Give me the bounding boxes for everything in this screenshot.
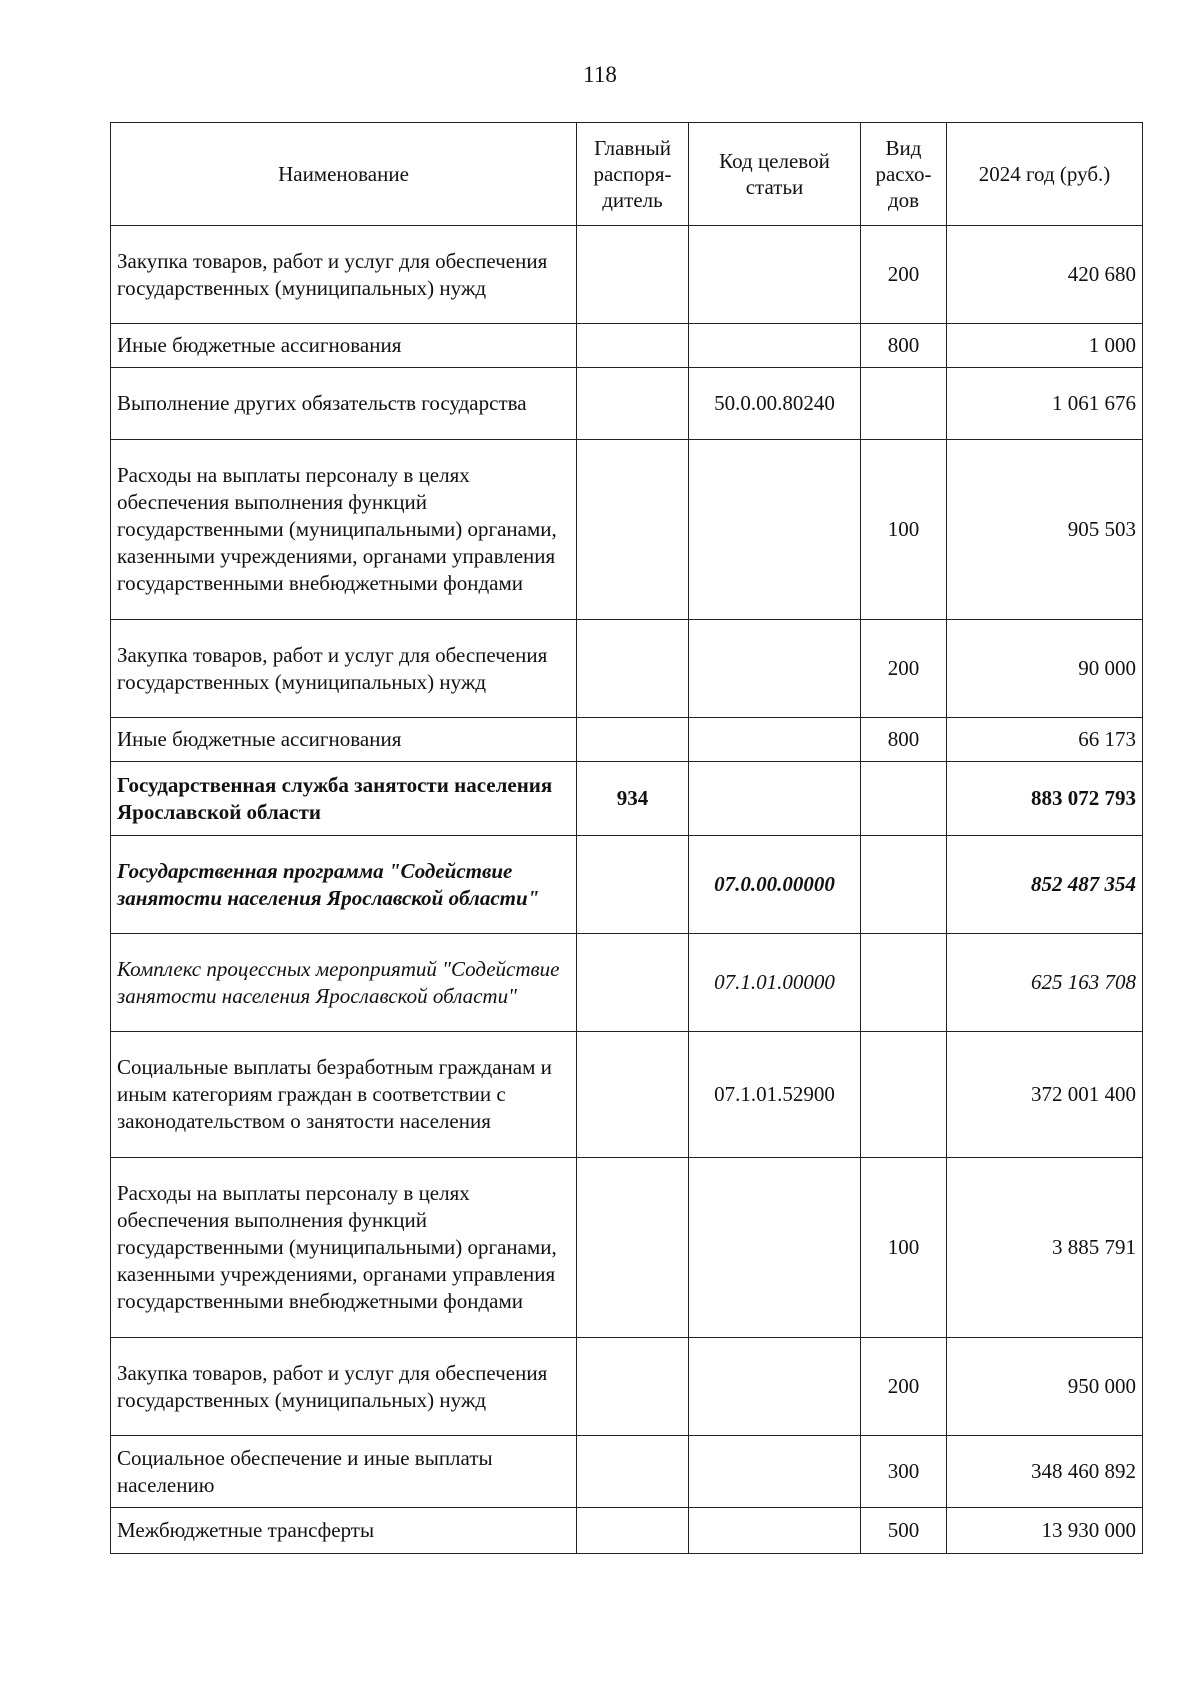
cell-sum: 1 000 [947, 324, 1143, 368]
cell-sum: 625 163 708 [947, 934, 1143, 1032]
table-row [111, 1436, 1143, 1508]
cell-code [689, 1508, 861, 1554]
table-row [111, 1158, 1143, 1338]
table-row [111, 762, 1143, 836]
table-row [111, 1338, 1143, 1436]
header-vid: Вид расхо-дов [861, 123, 947, 226]
cell-name: Закупка товаров, работ и услуг для обеспечения государственных (муниципальных) нужд [111, 1338, 577, 1436]
cell-code [689, 718, 861, 762]
cell-sum: 905 503 [947, 440, 1143, 620]
cell-name: Социальные выплаты безработным гражданам и иным категориям граждан в соответствии с законодательством о занятости населения [111, 1032, 577, 1158]
cell-code [689, 1436, 861, 1508]
cell-code [689, 226, 861, 324]
table-row [111, 368, 1143, 440]
cell-name: Расходы на выплаты персоналу в целях обеспечения выполнения функций государственными (муниципальными) органами, казенными учреждениями, органами управления государственными внебюджетными фондами [111, 440, 577, 620]
cell-name: Закупка товаров, работ и услуг для обеспечения государственных (муниципальных) нужд [111, 226, 577, 324]
cell-name: Выполнение других обязательств государства [111, 368, 577, 440]
cell-grbs [577, 934, 689, 1032]
budget-table [110, 122, 1143, 1554]
header-name: Наименование [111, 123, 577, 226]
table-row [111, 836, 1143, 934]
cell-grbs [577, 836, 689, 934]
cell-vid [861, 836, 947, 934]
cell-sum: 90 000 [947, 620, 1143, 718]
cell-vid: 800 [861, 718, 947, 762]
table-row [111, 440, 1143, 620]
cell-code [689, 620, 861, 718]
cell-grbs [577, 1338, 689, 1436]
header-code: Код целевой статьи [689, 123, 861, 226]
cell-vid: 200 [861, 1338, 947, 1436]
cell-grbs [577, 368, 689, 440]
table-row [111, 934, 1143, 1032]
cell-code [689, 1338, 861, 1436]
cell-name: Расходы на выплаты персоналу в целях обеспечения выполнения функций государственными (муниципальными) органами, казенными учреждениями, органами управления государственными внебюджетными фондами [111, 1158, 577, 1338]
cell-name: Государственная программа "Содействие занятости населения Ярославской области" [111, 836, 577, 934]
cell-sum: 3 885 791 [947, 1158, 1143, 1338]
cell-vid [861, 762, 947, 836]
cell-sum: 372 001 400 [947, 1032, 1143, 1158]
table-row [111, 718, 1143, 762]
header-grbs: Главный распоря-дитель [577, 123, 689, 226]
cell-vid: 100 [861, 1158, 947, 1338]
cell-vid: 100 [861, 440, 947, 620]
cell-grbs [577, 1158, 689, 1338]
cell-grbs [577, 718, 689, 762]
cell-vid: 300 [861, 1436, 947, 1508]
cell-code [689, 440, 861, 620]
cell-grbs [577, 620, 689, 718]
cell-grbs [577, 1436, 689, 1508]
page-number: 118 [583, 62, 617, 87]
cell-name: Иные бюджетные ассигнования [111, 324, 577, 368]
table-row [111, 1508, 1143, 1554]
cell-code: 50.0.00.80240 [689, 368, 861, 440]
cell-sum: 13 930 000 [947, 1508, 1143, 1554]
cell-grbs [577, 226, 689, 324]
cell-sum: 852 487 354 [947, 836, 1143, 934]
cell-name: Государственная служба занятости населения Ярославской области [111, 762, 577, 836]
cell-code: 07.0.00.00000 [689, 836, 861, 934]
cell-sum: 950 000 [947, 1338, 1143, 1436]
table-row [111, 324, 1143, 368]
cell-code: 07.1.01.00000 [689, 934, 861, 1032]
cell-name: Межбюджетные трансферты [111, 1508, 577, 1554]
cell-code [689, 1158, 861, 1338]
cell-code: 07.1.01.52900 [689, 1032, 861, 1158]
cell-vid: 500 [861, 1508, 947, 1554]
cell-grbs [577, 324, 689, 368]
cell-grbs [577, 1032, 689, 1158]
table-row [111, 620, 1143, 718]
cell-grbs: 934 [577, 762, 689, 836]
cell-grbs [577, 1508, 689, 1554]
header-sum: 2024 год (руб.) [947, 123, 1143, 226]
cell-name: Комплекс процессных мероприятий "Содействие занятости населения Ярославской области" [111, 934, 577, 1032]
table-header-row [111, 123, 1143, 226]
cell-code [689, 762, 861, 836]
cell-vid [861, 1032, 947, 1158]
cell-vid: 200 [861, 226, 947, 324]
cell-vid: 200 [861, 620, 947, 718]
cell-vid: 800 [861, 324, 947, 368]
cell-name: Иные бюджетные ассигнования [111, 718, 577, 762]
cell-name: Закупка товаров, работ и услуг для обеспечения государственных (муниципальных) нужд [111, 620, 577, 718]
cell-code [689, 324, 861, 368]
cell-sum: 348 460 892 [947, 1436, 1143, 1508]
cell-vid [861, 934, 947, 1032]
cell-sum: 1 061 676 [947, 368, 1143, 440]
cell-vid [861, 368, 947, 440]
table-row [111, 1032, 1143, 1158]
cell-sum: 420 680 [947, 226, 1143, 324]
cell-grbs [577, 440, 689, 620]
cell-sum: 66 173 [947, 718, 1143, 762]
table-row [111, 226, 1143, 324]
cell-name: Социальное обеспечение и иные выплаты населению [111, 1436, 577, 1508]
cell-sum: 883 072 793 [947, 762, 1143, 836]
